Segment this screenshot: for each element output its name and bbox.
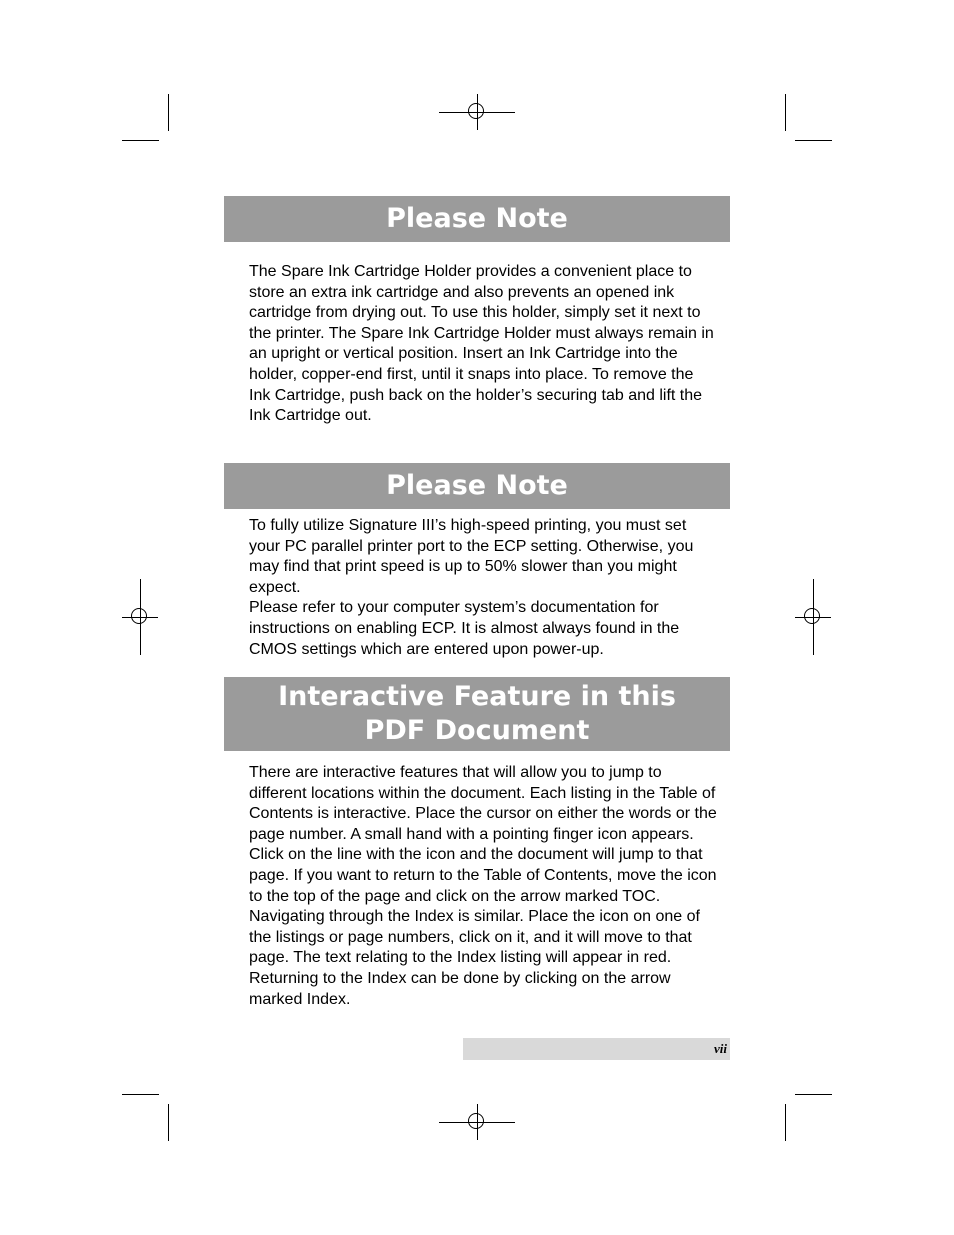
section-title-line-2: PDF Document bbox=[364, 715, 590, 746]
section-body-1 bbox=[249, 262, 719, 427]
footer-bar bbox=[463, 1038, 730, 1060]
paragraph: There are interactive features that will allow you to jump to different locations within the document. Each listing in the Table of Contents is interactive. Place the cursor on either the words or the page number. A small hand with a pointing finger icon appears. Click on the line with the icon and the document will jump to that page. If you want to return to the Table of Contents, move the icon to the top of the page and click on the arrow marked TOC. Navigating through the Index is similar. Place the icon on one of the listings or page numbers, click on it, and it will move to that page. The text relating to the Index listing will appear in red. Returning to the Index can be done by clicking on the arrow marked Index. bbox=[249, 764, 717, 1008]
section-heading-please-note-1 bbox=[224, 196, 730, 242]
paragraph: To fully utilize Signature III’s high-speed printing, you must set your PC parallel printer port to the ECP setting. Otherwise, you may find that print speed is up to 50% slower than you might expect. bbox=[249, 517, 694, 596]
paragraph: The Spare Ink Cartridge Holder provides a convenient place to store an extra ink cartridge and also prevents an opened ink cartridge from drying out. To use this holder, simply set it next to the printer. The Spare Ink Cartridge Holder must always remain in an upright or vertical position. Insert an Ink Cartridge into the holder, copper-end first, until it snaps into place. To remove the Ink Cartridge, push back on the holder’s securing tab and lift the Ink Cartridge out. bbox=[249, 263, 714, 425]
paragraph: Please refer to your computer system’s documentation for instructions on enabling ECP. It is almost always found in the CMOS settings which are entered upon power-up. bbox=[249, 599, 680, 658]
section-title: Please Note bbox=[386, 203, 568, 234]
page-number: vii bbox=[714, 1041, 727, 1056]
section-title-line-1: Interactive Feature in this bbox=[278, 681, 676, 712]
section-heading-please-note-2 bbox=[224, 463, 730, 509]
section-heading-interactive-feature bbox=[224, 677, 730, 751]
section-body-2 bbox=[249, 516, 719, 660]
section-title: Please Note bbox=[386, 470, 568, 501]
section-body-3 bbox=[249, 763, 719, 1010]
